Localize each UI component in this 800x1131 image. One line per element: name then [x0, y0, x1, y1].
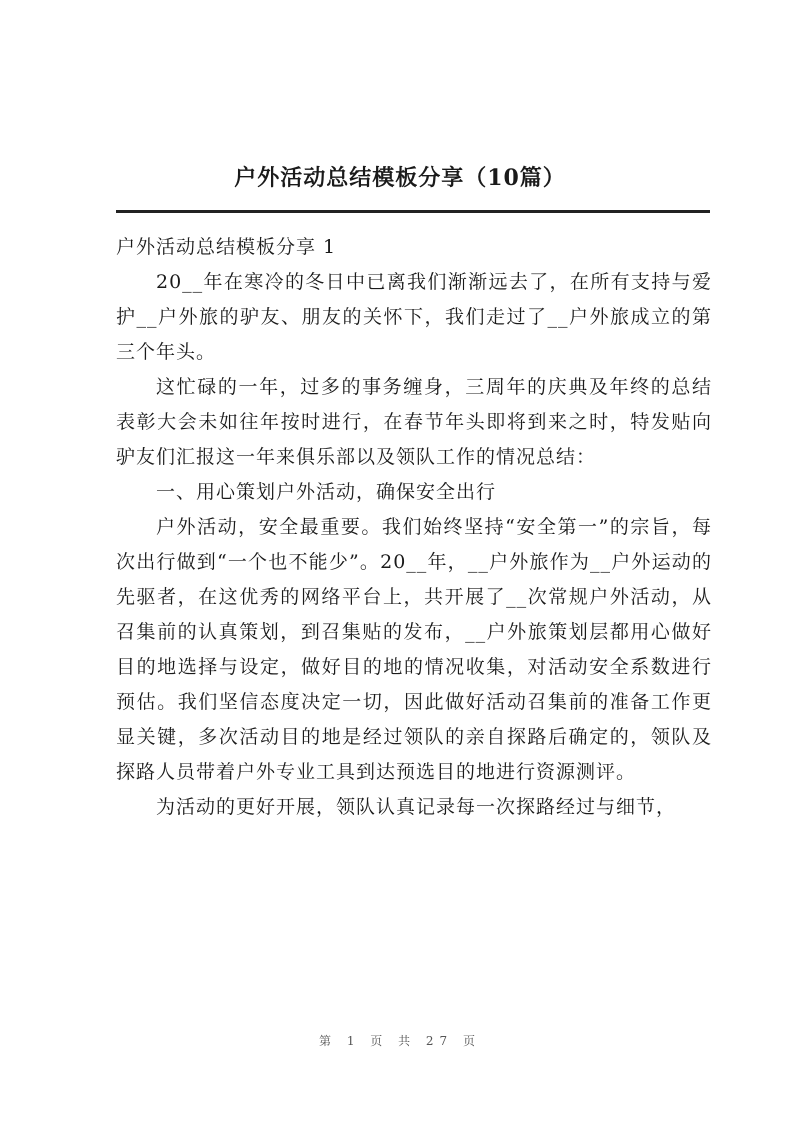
paragraph-safety: 户外活动，安全最重要。我们始终坚持“安全第一”的宗旨，每次出行做到“一个也不能少”。20__年，__户外旅作为__户外运动的先驱者，在这优秀的网络平台上，共开展了__次常规户外活动，从召集前的认真策划，到召集贴的发布，__户外旅策划层都用心做好目的地选择与设定，做好目的地的情况收集，对活动安全系数进行预估。我们坚信态度决定一切，因此做好活动召集前的准备工作更显关键，多次活动目的地是经过领队的亲自探路后确定的，领队及探路人员带着户外专业工具到达预选目的地进行资源测评。 [116, 516, 712, 783]
section-heading: 户外活动总结模板分享 1 [116, 236, 337, 258]
paragraph-summary-preface: 这忙碌的一年，过多的事务缠身，三周年的庆典及年终的总结表彰大会未如往年按时进行，在春节年头即将到来之时，特发贴向驴友们汇报这一年来俱乐部以及领队工作的情况总结： [116, 376, 712, 468]
document-body [116, 230, 712, 825]
document-title: 户外活动总结模板分享（10篇） [234, 165, 566, 191]
title-divider [116, 210, 710, 213]
subheading-planning: 一、用心策划户外活动，确保安全出行 [156, 481, 497, 503]
paragraph-intro: 20__年在寒冷的冬日中已离我们渐渐远去了，在所有支持与爱护__户外旅的驴友、朋友的关怀下，我们走过了__户外旅成立的第三个年头。 [116, 271, 712, 363]
paragraph-records: 为活动的更好开展，领队认真记录每一次探路经过与细节， [156, 796, 677, 818]
page-number-footer: 第 1 页 共 27 页 [319, 1034, 481, 1048]
